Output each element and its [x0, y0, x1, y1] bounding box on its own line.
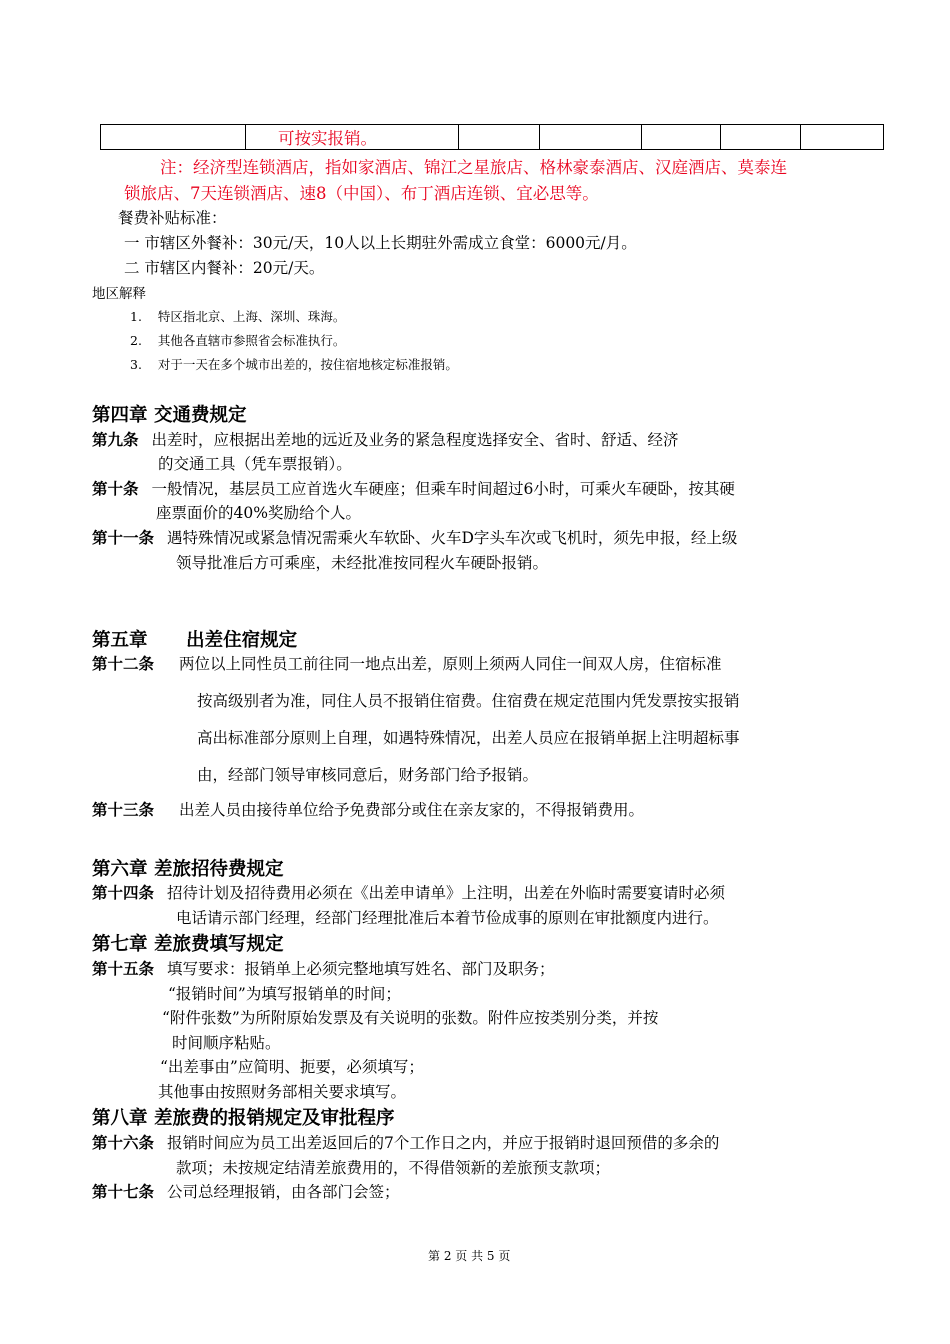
article-text: 遇特殊情况或紧急情况需乘火车软卧、火车D字头车次或飞机时，须先申报，经上级 — [166, 529, 738, 547]
list-text: 对于一天在多个城市出差的，按住宿地核定标准报销。 — [157, 357, 458, 372]
article-15-line3: “附件张数”为所附原始发票及有关说明的张数。附件应按类别分类，并按 — [162, 1009, 659, 1027]
list-text: 其他各直辖市参照省会标准执行。 — [157, 333, 346, 348]
article-label: 第十三条 — [92, 801, 155, 819]
expense-table — [100, 124, 884, 150]
list-number: 1. — [130, 309, 142, 324]
article-13 — [92, 798, 644, 820]
article-label: 第十七条 — [92, 1183, 155, 1201]
article-9-line2: 的交通工具（凭车票报销）。 — [158, 455, 352, 473]
table-cell — [459, 125, 540, 150]
article-text: 一般情况，基层员工应首选火车硬座；但乘车时间超过6小时，可乘火车硬卧，按其硬 — [151, 480, 735, 498]
article-text: 招待计划及招待费用必须在《出差申请单》上注明，出差在外临时需要宴请时必须 — [166, 884, 725, 902]
article-label: 第十一条 — [92, 529, 155, 547]
list-number: 3. — [130, 357, 142, 372]
chapter-8-title: 第八章 差旅费的报销规定及审批程序 — [92, 1108, 395, 1129]
list-item — [130, 355, 458, 373]
list-text: 特区指北京、上海、深圳、珠海。 — [157, 309, 346, 324]
article-12-line4: 由，经部门领导审核同意后，财务部门给予报销。 — [197, 766, 539, 784]
hotel-note-line2: 锁旅店、7天连锁酒店、速8（中国）、布丁酒店连锁、宜必思等。 — [124, 184, 599, 203]
article-text: 出差人员由接待单位给予免费部分或住在亲友家的，不得报销费用。 — [178, 801, 644, 819]
article-text: 公司总经理报销，由各部门会签； — [166, 1183, 400, 1201]
article-label: 第十五条 — [92, 960, 155, 978]
article-14-line2: 电话请示部门经理，经部门经理批准后本着节俭成事的原则在审批额度内进行。 — [176, 909, 719, 927]
article-10 — [92, 477, 735, 499]
article-label: 第十四条 — [92, 884, 155, 902]
table-cell — [101, 125, 246, 150]
table-row — [101, 125, 884, 150]
chapter-4-title: 第四章 交通费规定 — [92, 405, 247, 426]
chapter-5-title: 第五章 出差住宿规定 — [92, 630, 298, 651]
article-12-line2: 按高级别者为准，同住人员不报销住宿费。住宿费在规定范围内凭发票按实报销 — [197, 692, 740, 710]
table-cell — [721, 125, 801, 150]
meal-item-2: 二 市辖区内餐补：20元/天。 — [124, 259, 325, 277]
chapter-7-title: 第七章 差旅费填写规定 — [92, 934, 284, 955]
chapter-6-title: 第六章 差旅招待费规定 — [92, 859, 284, 880]
article-11 — [92, 526, 737, 548]
meal-title: 餐费补贴标准： — [118, 209, 227, 227]
table-cell: 可按实报销。 — [246, 125, 459, 150]
article-15-line4: 时间顺序粘贴。 — [172, 1034, 281, 1052]
list-item — [130, 307, 345, 325]
article-14 — [92, 881, 725, 903]
article-text: 报销时间应为员工出差返回后的7个工作日之内，并应于报销时退回预借的多余的 — [166, 1134, 720, 1152]
article-label: 第十条 — [92, 480, 139, 498]
article-label: 第九条 — [92, 431, 139, 449]
article-16-line2: 款项；未按规定结清差旅费用的，不得借领新的差旅预支款项； — [176, 1159, 611, 1177]
page-footer: 第 2 页 共 5 页 — [428, 1249, 511, 1263]
article-17 — [92, 1180, 399, 1202]
article-12-line3: 高出标准部分原则上自理，如遇特殊情况，出差人员应在报销单据上注明超标事 — [197, 729, 740, 747]
table-cell — [540, 125, 642, 150]
table-cell — [801, 125, 884, 150]
article-text: 填写要求：报销单上必须完整地填写姓名、部门及职务； — [166, 960, 555, 978]
hotel-note-line1: 注：经济型连锁酒店，指如家酒店、锦江之星旅店、格林豪泰酒店、汉庭酒店、莫泰连 — [160, 158, 787, 177]
article-text: 出差时，应根据出差地的远近及业务的紧急程度选择安全、省时、舒适、经济 — [151, 431, 679, 449]
meal-item-1: 一 市辖区外餐补：30元/天，10人以上长期驻外需成立食堂：6000元/月。 — [124, 234, 637, 252]
article-label: 第十六条 — [92, 1134, 155, 1152]
article-15-line6: 其他事由按照财务部相关要求填写。 — [158, 1083, 407, 1101]
article-10-line2: 座票面价的40%奖励给个人。 — [156, 504, 361, 522]
article-9 — [92, 428, 678, 450]
article-text: 两位以上同性员工前往同一地点出差，原则上须两人同住一间双人房，住宿标准 — [178, 655, 722, 673]
table-cell — [642, 125, 721, 150]
list-item — [130, 331, 345, 349]
article-12 — [92, 652, 721, 674]
list-number: 2. — [130, 333, 142, 348]
article-15-line2: “报销时间”为填写报销单的时间； — [168, 985, 401, 1003]
article-label: 第十二条 — [92, 655, 155, 673]
article-15-line5: “出差事由”应简明、扼要，必须填写； — [160, 1058, 424, 1076]
article-11-line2: 领导批准后方可乘座，未经批准按同程火车硬卧报销。 — [176, 554, 549, 572]
region-title: 地区解释 — [92, 286, 146, 302]
article-15 — [92, 957, 554, 979]
article-16 — [92, 1131, 719, 1153]
